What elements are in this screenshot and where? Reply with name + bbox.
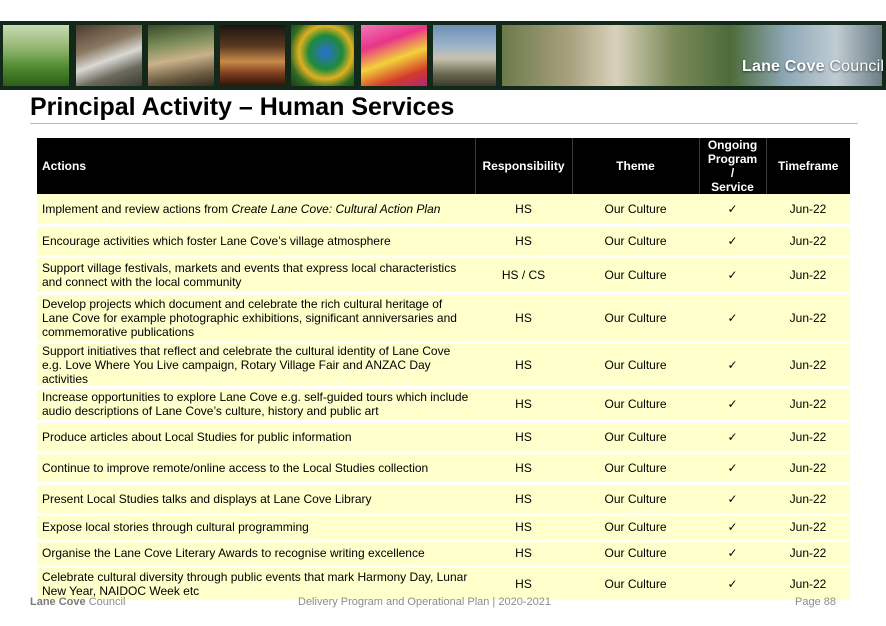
header-responsibility: Responsibility (475, 138, 572, 194)
responsibility-cell: HS (475, 566, 572, 601)
footer-org-suffix: Council (88, 596, 126, 608)
table-row (37, 452, 850, 483)
responsibility-cell: HS (475, 293, 572, 342)
ongoing-check-icon: ✓ (699, 452, 766, 483)
table-header-row (37, 138, 850, 194)
timeframe-cell: Jun-22 (766, 452, 850, 483)
ongoing-check-icon: ✓ (699, 514, 766, 540)
footer-document-title: Delivery Program and Operational Plan | 2020-2021 (298, 596, 551, 608)
theme-cell: Our Culture (572, 452, 699, 483)
table-row (37, 293, 850, 342)
header-ongoing (699, 138, 766, 194)
responsibility-cell: HS (475, 387, 572, 421)
theme-cell: Our Culture (572, 540, 699, 566)
theme-cell: Our Culture (572, 387, 699, 421)
action-cell: Support village festivals, markets and events that express local characteristics and connect with the local community (37, 256, 475, 293)
theme-cell: Our Culture (572, 566, 699, 601)
action-cell: Encourage activities which foster Lane Cove’s village atmosphere (37, 225, 475, 256)
action-cell: Organise the Lane Cove Literary Awards to recognise writing excellence (37, 540, 475, 566)
footer-org (30, 596, 125, 608)
header-theme: Theme (572, 138, 699, 194)
ongoing-check-icon: ✓ (699, 256, 766, 293)
night-market-photo (220, 25, 285, 86)
table-row (37, 514, 850, 540)
theme-cell: Our Culture (572, 256, 699, 293)
responsibility-cell: HS (475, 225, 572, 256)
timeframe-cell: Jun-22 (766, 342, 850, 387)
responsibility-cell: HS (475, 421, 572, 452)
header-banner (0, 21, 886, 90)
ongoing-check-icon: ✓ (699, 421, 766, 452)
park-photo (3, 25, 69, 86)
festival-performer-photo (361, 25, 427, 86)
action-cell: Develop projects which document and celebrate the rich cultural heritage of Lane Cove for example photographic exhibitions, significant anniversaries and commemorative publications (37, 293, 475, 342)
ongoing-check-icon: ✓ (699, 342, 766, 387)
theme-cell: Our Culture (572, 483, 699, 514)
timeframe-cell: Jun-22 (766, 256, 850, 293)
action-cell: Celebrate cultural diversity through public events that mark Harmony Day, Lunar New Year, NAIDOC Week etc (37, 566, 475, 601)
village-street-photo (502, 25, 885, 86)
action-cell: Continue to improve remote/online access to the Local Studies collection (37, 452, 475, 483)
header-actions: Actions (37, 138, 475, 194)
table-row (37, 342, 850, 387)
header-ongoing-line3: Service (711, 180, 754, 194)
responsibility-cell: HS (475, 194, 572, 225)
timeframe-cell: Jun-22 (766, 387, 850, 421)
timeframe-cell: Jun-22 (766, 483, 850, 514)
page-title: Principal Activity – Human Services (30, 93, 455, 121)
responsibility-cell: HS (475, 540, 572, 566)
brand-suffix: Council (829, 58, 885, 75)
ongoing-check-icon: ✓ (699, 566, 766, 601)
action-cell: Present Local Studies talks and displays at Lane Cove Library (37, 483, 475, 514)
responsibility-cell: HS (475, 483, 572, 514)
action-cell (37, 194, 475, 225)
ongoing-check-icon: ✓ (699, 387, 766, 421)
timeframe-cell: Jun-22 (766, 293, 850, 342)
theme-cell: Our Culture (572, 293, 699, 342)
timeframe-cell: Jun-22 (766, 421, 850, 452)
action-cell: Produce articles about Local Studies for public information (37, 421, 475, 452)
table-row (37, 256, 850, 293)
waterfall-photo (76, 25, 142, 86)
action-cell: Increase opportunities to explore Lane Cove e.g. self-guided tours which include audio descriptions of Lane Cove’s culture, history and public art (37, 387, 475, 421)
responsibility-cell: HS (475, 452, 572, 483)
table-row (37, 421, 850, 452)
theme-cell: Our Culture (572, 225, 699, 256)
header-ongoing-line1: Ongoing (707, 138, 758, 152)
table-row (37, 387, 850, 421)
actions-table (37, 138, 850, 603)
timeframe-cell: Jun-22 (766, 514, 850, 540)
ongoing-check-icon: ✓ (699, 293, 766, 342)
theme-cell: Our Culture (572, 342, 699, 387)
timeframe-cell: Jun-22 (766, 225, 850, 256)
theme-cell: Our Culture (572, 514, 699, 540)
table-row (37, 194, 850, 225)
theme-cell: Our Culture (572, 194, 699, 225)
timeframe-cell: Jun-22 (766, 566, 850, 601)
footer-page-number: Page 88 (795, 596, 836, 608)
header-timeframe: Timeframe (766, 138, 850, 194)
responsibility-cell: HS (475, 514, 572, 540)
action-cell: Expose local stories through cultural programming (37, 514, 475, 540)
responsibility-cell: HS / CS (475, 256, 572, 293)
footer-org-name: Lane Cove (30, 596, 86, 608)
action-cell: Support initiatives that reflect and celebrate the cultural identity of Lane Cove e.g. Love Where You Live campaign, Rotary Village Fair and ANZAC Day activities (37, 342, 475, 387)
dancers-photo (148, 25, 214, 86)
responsibility-cell: HS (475, 342, 572, 387)
plan-title: Create Lane Cove: Cultural Action Plan (231, 201, 441, 216)
timeframe-cell: Jun-22 (766, 194, 850, 225)
ongoing-check-icon: ✓ (699, 483, 766, 514)
ongoing-check-icon: ✓ (699, 225, 766, 256)
council-logo (742, 58, 884, 76)
theme-cell: Our Culture (572, 421, 699, 452)
lorikeet-photo (291, 25, 354, 86)
ongoing-check-icon: ✓ (699, 540, 766, 566)
brand-name: Lane Cove (742, 58, 825, 75)
table-row (37, 483, 850, 514)
header-ongoing-line2: Program / (707, 152, 758, 180)
title-divider (30, 123, 858, 124)
building-photo (433, 25, 496, 86)
table-row (37, 540, 850, 566)
table-row (37, 225, 850, 256)
action-text: Implement and review actions from (42, 201, 232, 216)
ongoing-check-icon: ✓ (699, 194, 766, 225)
timeframe-cell: Jun-22 (766, 540, 850, 566)
